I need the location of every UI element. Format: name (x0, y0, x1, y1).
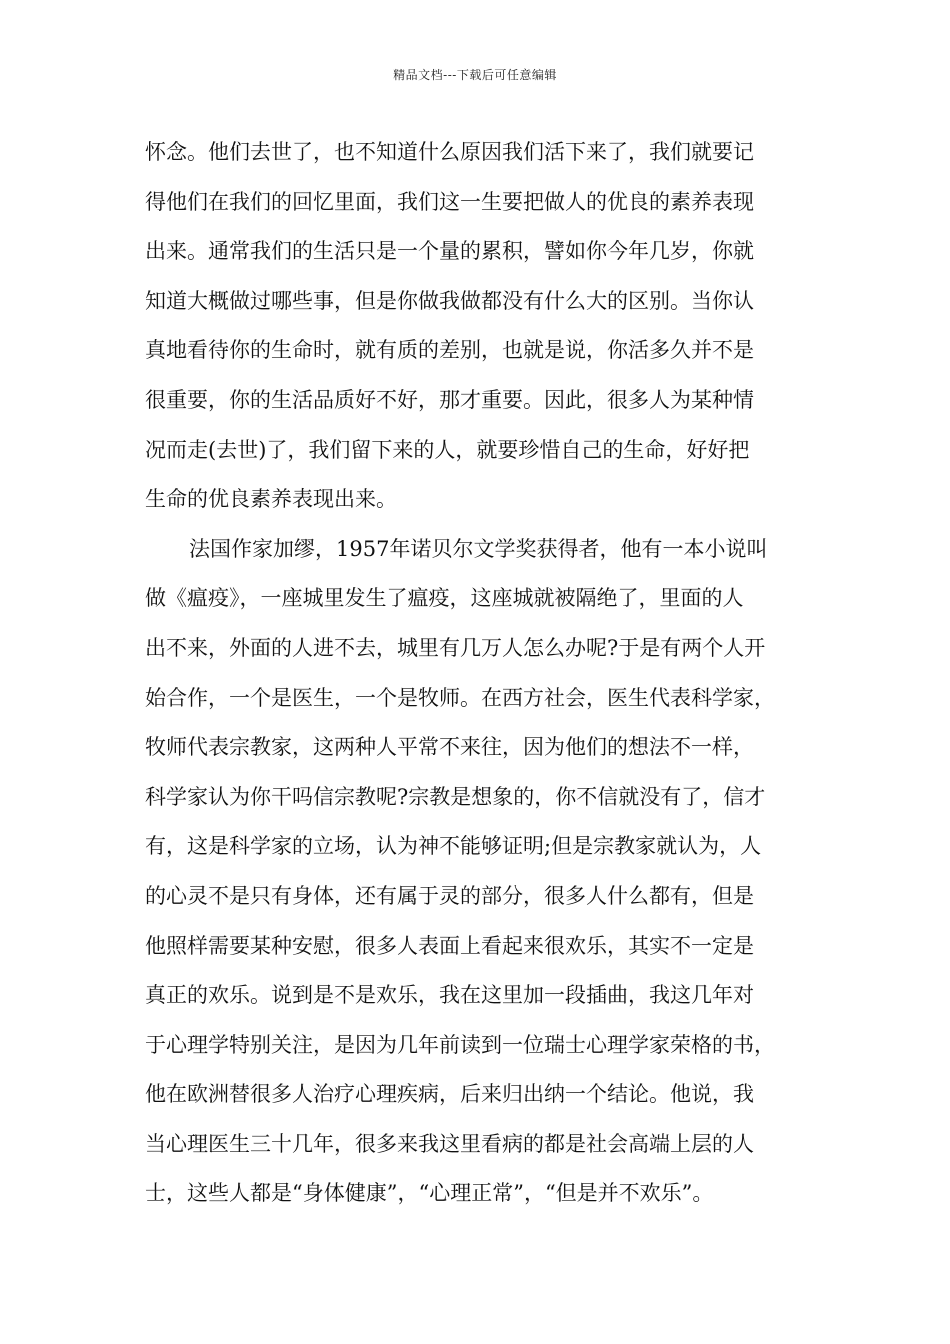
text-line-12: 始合作，一个是医生，一个是牧师。在西方社会，医生代表科学家， (145, 685, 775, 710)
text-line-7: 况而走(去世)了，我们留下来的人，就要珍惜自己的生命，好好把 (145, 437, 750, 462)
text-line-10: 做《瘟疫》，一座城里发生了瘟疫，这座城就被隔绝了，里面的人 (145, 586, 744, 611)
text-line-18: 真正的欢乐。说到是不是欢乐，我在这里加一段插曲，我这几年对 (145, 983, 754, 1008)
text-line-1: 怀念。他们去世了，也不知道什么原因我们活下来了，我们就要记 (145, 140, 754, 164)
text-line-11: 出不来，外面的人进不去，城里有几万人怎么办呢?于是有两个人开 (145, 635, 766, 660)
text-line-8: 生命的优良素养表现出来。 (145, 487, 397, 512)
text-line-22: 士，这些人都是“身体健康”，“心理正常”，“但是并不欢乐”。 (145, 1181, 714, 1206)
text-line-3: 出来。通常我们的生活只是一个量的累积，譬如你今年几岁，你就 (145, 239, 754, 264)
text-line-5: 真地看待你的生命时，就有质的差别，也就是说，你活多久并不是 (145, 338, 754, 363)
text-line-9: 法国作家加缪，1957年诺贝尔文学奖获得者，他有一本小说叫 (189, 536, 768, 561)
text-line-15: 有，这是科学家的立场，认为神不能够证明;但是宗教家就认为，人 (145, 834, 762, 859)
text-line-16: 的心灵不是只有身体，还有属于灵的部分，很多人什么都有，但是 (145, 883, 754, 908)
text-line-6: 很重要，你的生活品质好不好，那才重要。因此，很多人为某种情 (145, 387, 754, 412)
text-line-21: 当心理医生三十几年，很多来我这里看病的都是社会高端上层的人 (145, 1131, 754, 1156)
text-line-17: 他照样需要某种安慰，很多人表面上看起来很欢乐，其实不一定是 (145, 933, 754, 958)
text-line-2: 得他们在我们的回忆里面，我们这一生要把做人的优良的素养表现 (145, 189, 754, 214)
text-line-20: 他在欧洲替很多人治疗心理疾病，后来归出纳一个结论。他说，我 (145, 1082, 754, 1107)
body-text (145, 128, 825, 1219)
text-line-4: 知道大概做过哪些事，但是你做我做都没有什么大的区别。当你认 (145, 288, 754, 313)
text-line-19: 于心理学特别关注，是因为几年前读到一位瑞士心理学家荣格的书， (145, 1032, 775, 1057)
text-line-13: 牧师代表宗教家，这两种人平常不来往，因为他们的想法不一样， (145, 735, 754, 760)
page-header: 精品文档---下载后可任意编辑 (393, 68, 557, 82)
text-line-14: 科学家认为你干吗信宗教呢?宗教是想象的，你不信就没有了，信才 (145, 784, 766, 809)
